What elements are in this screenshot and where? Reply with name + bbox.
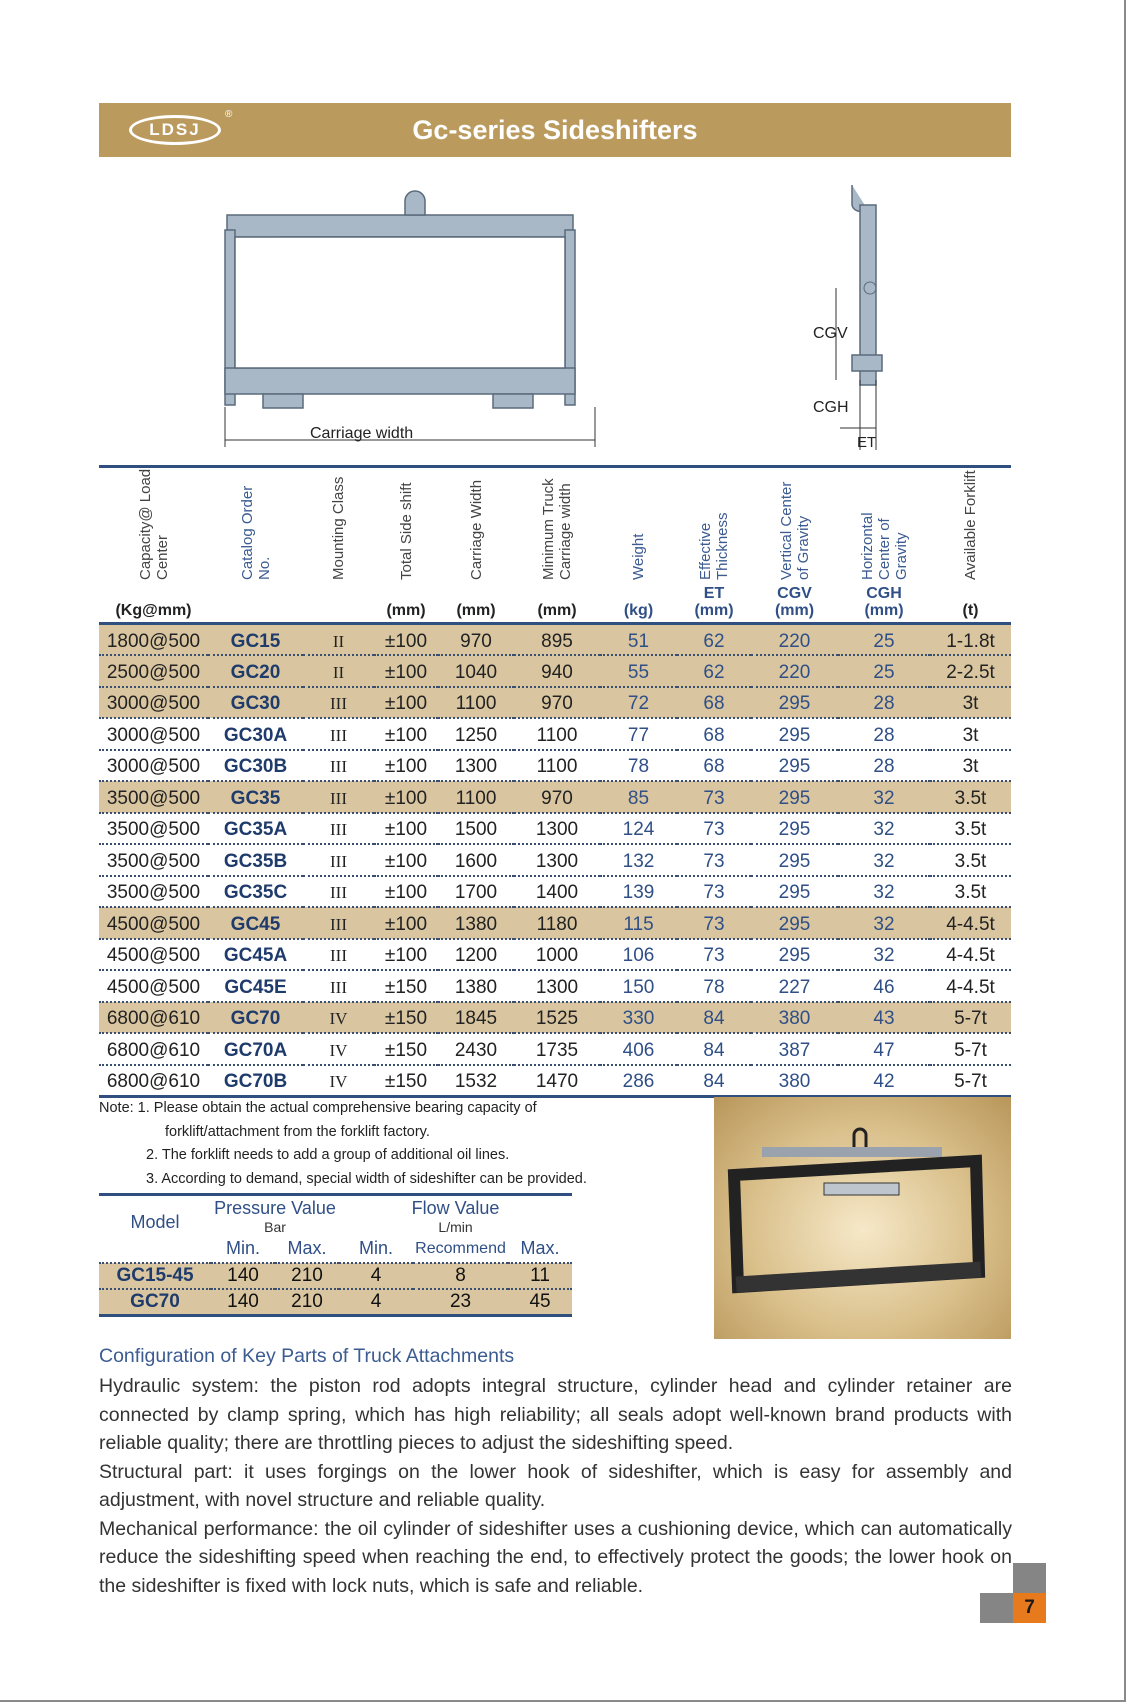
cell-carriage-width: 1200 xyxy=(438,939,514,971)
col-header-catalog: Catalog Order No. xyxy=(238,485,273,580)
cell-capacity: 3500@500 xyxy=(99,844,208,876)
config-mechanical: Mechanical performance: the oil cylinder of sideshifter uses a cushioning device, which can automatically reduce the sideshifting speed when reaching the end, to effectively protect the goods; the lower hook on the sideshifter is fixed with lock nuts, which is safe and reliable. xyxy=(99,1517,1012,1597)
cell-min-carriage: 1100 xyxy=(514,718,600,750)
cell-forklift: 4-4.5t xyxy=(930,907,1011,939)
cell-min-carriage: 1300 xyxy=(514,813,600,845)
cell-et: 73 xyxy=(677,813,751,845)
cell-mounting: IV xyxy=(303,1033,374,1065)
pressure-unit: Bar xyxy=(264,1219,286,1235)
cell-cgh: 43 xyxy=(838,1002,930,1034)
cell-forklift: 1-1.8t xyxy=(930,624,1011,656)
page-deco-block xyxy=(980,1593,1013,1623)
cell-capacity: 4500@500 xyxy=(99,939,208,971)
col-header-et: Effective Thickness xyxy=(697,512,731,580)
cell-carriage-width: 1040 xyxy=(438,655,514,687)
unit-capacity: (Kg@mm) xyxy=(115,602,192,619)
cell-forklift: 4-4.5t xyxy=(930,970,1011,1002)
cell-min-carriage: 940 xyxy=(514,655,600,687)
cell-mounting: III xyxy=(303,750,374,782)
table-row xyxy=(99,781,1011,813)
table-row xyxy=(99,813,1011,845)
cell-weight: 330 xyxy=(600,1002,677,1034)
config-heading: Configuration of Key Parts of Truck Attachments xyxy=(99,1345,515,1367)
cell-capacity: 2500@500 xyxy=(99,655,208,687)
cell-et: 68 xyxy=(677,750,751,782)
cell-forklift: 3t xyxy=(930,687,1011,719)
cell-mounting: III xyxy=(303,813,374,845)
cell-cgv: 220 xyxy=(751,655,838,687)
config-structural: Structural part: it uses forgings on the lower hook of sideshifter, which is easy for assembly and adjustment, with novel structure and reliable quality. xyxy=(99,1460,1012,1511)
cell-min-carriage: 1400 xyxy=(514,876,600,908)
col-header-min-carriage: Minimum Truck Carriage width xyxy=(540,478,574,580)
unit-et: ET (mm) xyxy=(694,585,734,619)
cell-et: 73 xyxy=(677,781,751,813)
et-label: ET xyxy=(857,434,877,451)
cell-et: 73 xyxy=(677,876,751,908)
cell-et: 68 xyxy=(677,718,751,750)
cell-weight: 115 xyxy=(600,907,677,939)
cell-et: 78 xyxy=(677,970,751,1002)
table-row xyxy=(99,844,1011,876)
cell-cgh: 28 xyxy=(838,750,930,782)
table-row xyxy=(99,1033,1011,1065)
cell-mounting: IV xyxy=(303,1065,374,1097)
cell-mounting: III xyxy=(303,876,374,908)
flow-min: Min. xyxy=(359,1238,394,1258)
table-row xyxy=(99,907,1011,939)
cell-side-shift: ±100 xyxy=(374,687,438,719)
table-row xyxy=(99,1002,1011,1034)
cell-cgh: 42 xyxy=(838,1065,930,1097)
cell-capacity: 3500@500 xyxy=(99,781,208,813)
cell-catalog: GC45A xyxy=(208,939,303,971)
cell-carriage-width: 1700 xyxy=(438,876,514,908)
sideshifter-side-drawing xyxy=(800,180,920,455)
cell-forklift: 2-2.5t xyxy=(930,655,1011,687)
table-row xyxy=(99,939,1011,971)
notes xyxy=(99,1097,587,1191)
cell-mounting: III xyxy=(303,718,374,750)
cell-catalog: GC30B xyxy=(208,750,303,782)
cell-side-shift: ±100 xyxy=(374,844,438,876)
cell-et: 84 xyxy=(677,1065,751,1097)
title-band xyxy=(99,103,1011,157)
unit-mounting xyxy=(303,585,374,624)
cell-carriage-width: 1532 xyxy=(438,1065,514,1097)
note-1: Note: 1. Please obtain the actual comprehensive bearing capacity of xyxy=(99,1100,537,1116)
cell-weight: 85 xyxy=(600,781,677,813)
cell-side-shift: ±100 xyxy=(374,718,438,750)
cell-side-shift: ±100 xyxy=(374,939,438,971)
cell-weight: 406 xyxy=(600,1033,677,1065)
cell-cgv: 295 xyxy=(751,750,838,782)
cell-capacity: 3500@500 xyxy=(99,876,208,908)
cell-weight: 72 xyxy=(600,687,677,719)
cell-forklift: 3t xyxy=(930,718,1011,750)
note-1-cont: forklift/attachment from the forklift factory. xyxy=(165,1123,430,1140)
cell-cgh: 46 xyxy=(838,970,930,1002)
cgv-label: CGV xyxy=(813,325,848,342)
pressure-min: Min. xyxy=(225,1238,260,1258)
cell-carriage-width: 2430 xyxy=(438,1033,514,1065)
table-row xyxy=(99,970,1011,1002)
cell-catalog: GC45 xyxy=(208,907,303,939)
cell-forklift: 3.5t xyxy=(930,876,1011,908)
product-photo xyxy=(714,1097,1011,1339)
cell-weight: 78 xyxy=(600,750,677,782)
cell-min-carriage: 970 xyxy=(514,687,600,719)
table-row xyxy=(99,1065,1011,1097)
cell-side-shift: ±100 xyxy=(374,907,438,939)
cell-catalog: GC20 xyxy=(208,655,303,687)
col-header-carriage-width: Carriage Width xyxy=(467,479,485,580)
cell-catalog: GC35B xyxy=(208,844,303,876)
cell-catalog: GC70B xyxy=(208,1065,303,1097)
cell-mounting: III xyxy=(303,970,374,1002)
cell-forklift: 4-4.5t xyxy=(930,939,1011,971)
cell-capacity: 6800@610 xyxy=(99,1065,208,1097)
ldsj-logo: LDSJ xyxy=(129,115,221,145)
cell-cgh: 32 xyxy=(838,907,930,939)
cell-carriage-width: 1100 xyxy=(438,781,514,813)
cell-min-carriage: 1300 xyxy=(514,970,600,1002)
col-header-cgv: Vertical Center of Gravity xyxy=(777,481,812,580)
flow-recommend: Recommend xyxy=(415,1239,506,1257)
cell-catalog: GC30A xyxy=(208,718,303,750)
cell-catalog: GC45E xyxy=(208,970,303,1002)
cell-carriage-width: 1300 xyxy=(438,750,514,782)
cell-cgh: 32 xyxy=(838,781,930,813)
unit-carriage: (mm) xyxy=(456,602,496,619)
cell-cgv: 380 xyxy=(751,1065,838,1097)
cell-et: 73 xyxy=(677,844,751,876)
config-body xyxy=(99,1372,1012,1600)
carriage-width-label: Carriage width xyxy=(310,425,414,442)
cell-et: 68 xyxy=(677,687,751,719)
cell-carriage-width: 1250 xyxy=(438,718,514,750)
page-deco-block xyxy=(1013,1563,1046,1593)
cell-min-carriage: 1000 xyxy=(514,939,600,971)
cell-cgh: 32 xyxy=(838,939,930,971)
cell-et: 84 xyxy=(677,1002,751,1034)
pressure-header: Pressure Value xyxy=(214,1198,336,1218)
cell-mounting: III xyxy=(303,781,374,813)
cell-cgv: 295 xyxy=(751,907,838,939)
unit-side-shift: (mm) xyxy=(386,602,426,619)
unit-cgh: CGH (mm) xyxy=(864,585,904,619)
sideshifter-front-drawing xyxy=(215,185,605,450)
cell-side-shift: ±150 xyxy=(374,1065,438,1097)
cell-side-shift: ±100 xyxy=(374,876,438,908)
cell-cgv: 387 xyxy=(751,1033,838,1065)
cell-side-shift: ±100 xyxy=(374,624,438,656)
cell-catalog: GC35 xyxy=(208,781,303,813)
cell-side-shift: ±150 xyxy=(374,1002,438,1034)
cell-mounting: II xyxy=(303,624,374,656)
cell-cgv: 295 xyxy=(751,876,838,908)
cell-min-carriage: 1525 xyxy=(514,1002,600,1034)
cell-mounting: III xyxy=(303,687,374,719)
cell-min-carriage: 1180 xyxy=(514,907,600,939)
cell-carriage-width: 1500 xyxy=(438,813,514,845)
spec-table xyxy=(99,465,1011,1098)
cell-weight: 139 xyxy=(600,876,677,908)
cell-weight: 286 xyxy=(600,1065,677,1097)
col-header-mounting: Mounting Class xyxy=(330,476,347,580)
cell-weight: 106 xyxy=(600,939,677,971)
cell-weight: 77 xyxy=(600,718,677,750)
cell-forklift: 3.5t xyxy=(930,813,1011,845)
unit-cgv: CGV (mm) xyxy=(774,585,815,619)
flow-max: Max. xyxy=(520,1238,560,1258)
unit-weight: (kg) xyxy=(623,602,654,619)
cell-side-shift: ±150 xyxy=(374,970,438,1002)
cell-capacity: 3000@500 xyxy=(99,718,208,750)
col-header-forklift: Available Forklift xyxy=(962,470,979,580)
cell-cgh: 28 xyxy=(838,687,930,719)
table-row xyxy=(99,718,1011,750)
cell-capacity: 3000@500 xyxy=(99,750,208,782)
cell-min-carriage: 895 xyxy=(514,624,600,656)
cell-capacity: 3000@500 xyxy=(99,687,208,719)
cell-catalog: GC15 xyxy=(208,624,303,656)
note-3: 3. According to demand, special width of sideshifter can be provided. xyxy=(146,1170,587,1187)
table-row: GC15-45 140 210 4 8 11 xyxy=(99,1263,572,1289)
cell-cgv: 227 xyxy=(751,970,838,1002)
col-header-cgh: Horizontal Center of Gravity xyxy=(858,512,910,580)
cgh-label: CGH xyxy=(813,399,849,416)
cell-catalog: GC30 xyxy=(208,687,303,719)
cell-cgh: 25 xyxy=(838,655,930,687)
cell-side-shift: ±100 xyxy=(374,750,438,782)
cell-catalog: GC35C xyxy=(208,876,303,908)
cell-side-shift: ±100 xyxy=(374,655,438,687)
cell-mounting: IV xyxy=(303,1002,374,1034)
cell-cgv: 380 xyxy=(751,1002,838,1034)
table-row xyxy=(99,655,1011,687)
cell-carriage-width: 970 xyxy=(438,624,514,656)
cell-cgv: 220 xyxy=(751,624,838,656)
cell-cgv: 295 xyxy=(751,687,838,719)
unit-min-carriage: (mm) xyxy=(537,602,577,619)
cell-mounting: III xyxy=(303,939,374,971)
cell-cgv: 295 xyxy=(751,718,838,750)
cell-cgv: 295 xyxy=(751,781,838,813)
cell-forklift: 5-7t xyxy=(930,1065,1011,1097)
cell-capacity: 4500@500 xyxy=(99,907,208,939)
cell-catalog: GC35A xyxy=(208,813,303,845)
cell-mounting: III xyxy=(303,844,374,876)
note-2: 2. The forklift needs to add a group of additional oil lines. xyxy=(146,1147,510,1163)
page-number: 7 xyxy=(1013,1593,1046,1623)
cell-cgh: 32 xyxy=(838,813,930,845)
cell-et: 73 xyxy=(677,939,751,971)
cell-cgv: 295 xyxy=(751,939,838,971)
cell-capacity: 4500@500 xyxy=(99,970,208,1002)
cell-catalog: GC70A xyxy=(208,1033,303,1065)
cell-min-carriage: 1100 xyxy=(514,750,600,782)
unit-catalog xyxy=(208,585,303,624)
flow-table xyxy=(99,1193,572,1317)
cell-cgv: 295 xyxy=(751,844,838,876)
cell-capacity: 1800@500 xyxy=(99,624,208,656)
unit-forklift: (t) xyxy=(962,602,979,619)
registered-mark: ® xyxy=(225,109,233,120)
cell-mounting: III xyxy=(303,907,374,939)
pressure-max: Max. xyxy=(287,1238,327,1258)
cell-carriage-width: 1845 xyxy=(438,1002,514,1034)
cell-forklift: 3t xyxy=(930,750,1011,782)
table-row xyxy=(99,687,1011,719)
cell-forklift: 3.5t xyxy=(930,781,1011,813)
col-header-weight: Weight xyxy=(630,533,647,580)
cell-carriage-width: 1380 xyxy=(438,970,514,1002)
cell-cgh: 25 xyxy=(838,624,930,656)
flow-header: Flow Value xyxy=(411,1198,500,1218)
cell-carriage-width: 1600 xyxy=(438,844,514,876)
cell-weight: 51 xyxy=(600,624,677,656)
cell-weight: 132 xyxy=(600,844,677,876)
model-header: Model xyxy=(130,1212,180,1232)
cell-carriage-width: 1380 xyxy=(438,907,514,939)
table-row: GC70 140 210 4 23 45 xyxy=(99,1289,572,1315)
flow-unit: L/min xyxy=(438,1219,473,1235)
cell-et: 62 xyxy=(677,624,751,656)
cell-weight: 150 xyxy=(600,970,677,1002)
cell-capacity: 3500@500 xyxy=(99,813,208,845)
cell-cgh: 47 xyxy=(838,1033,930,1065)
cell-cgv: 295 xyxy=(751,813,838,845)
page-title: Gc-series Sideshifters xyxy=(412,115,698,145)
cell-cgh: 28 xyxy=(838,718,930,750)
table-row xyxy=(99,624,1011,656)
cell-forklift: 5-7t xyxy=(930,1033,1011,1065)
cell-side-shift: ±150 xyxy=(374,1033,438,1065)
table-row xyxy=(99,750,1011,782)
cell-capacity: 6800@610 xyxy=(99,1002,208,1034)
cell-forklift: 5-7t xyxy=(930,1002,1011,1034)
table-row xyxy=(99,876,1011,908)
cell-side-shift: ±100 xyxy=(374,781,438,813)
cell-weight: 124 xyxy=(600,813,677,845)
cell-weight: 55 xyxy=(600,655,677,687)
cell-et: 73 xyxy=(677,907,751,939)
col-header-side-shift: Total Side shift xyxy=(397,482,415,580)
cell-et: 84 xyxy=(677,1033,751,1065)
config-hydraulic: Hydraulic system: the piston rod adopts integral structure, cylinder head and cylinder retainer are connected by clamp spring, which has high reliability; all seals adopt well-known brand products with reliable quality; there are throttling pieces to adjust the sideshifting speed. xyxy=(99,1375,1012,1454)
cell-min-carriage: 1735 xyxy=(514,1033,600,1065)
cell-cgh: 32 xyxy=(838,876,930,908)
cell-capacity: 6800@610 xyxy=(99,1033,208,1065)
cell-forklift: 3.5t xyxy=(930,844,1011,876)
cell-side-shift: ±100 xyxy=(374,813,438,845)
cell-min-carriage: 970 xyxy=(514,781,600,813)
cell-catalog: GC70 xyxy=(208,1002,303,1034)
cell-carriage-width: 1100 xyxy=(438,687,514,719)
cell-min-carriage: 1300 xyxy=(514,844,600,876)
cell-min-carriage: 1470 xyxy=(514,1065,600,1097)
col-header-capacity: Capacity@ Load Center xyxy=(136,468,171,580)
cell-cgh: 32 xyxy=(838,844,930,876)
cell-mounting: II xyxy=(303,655,374,687)
cell-et: 62 xyxy=(677,655,751,687)
